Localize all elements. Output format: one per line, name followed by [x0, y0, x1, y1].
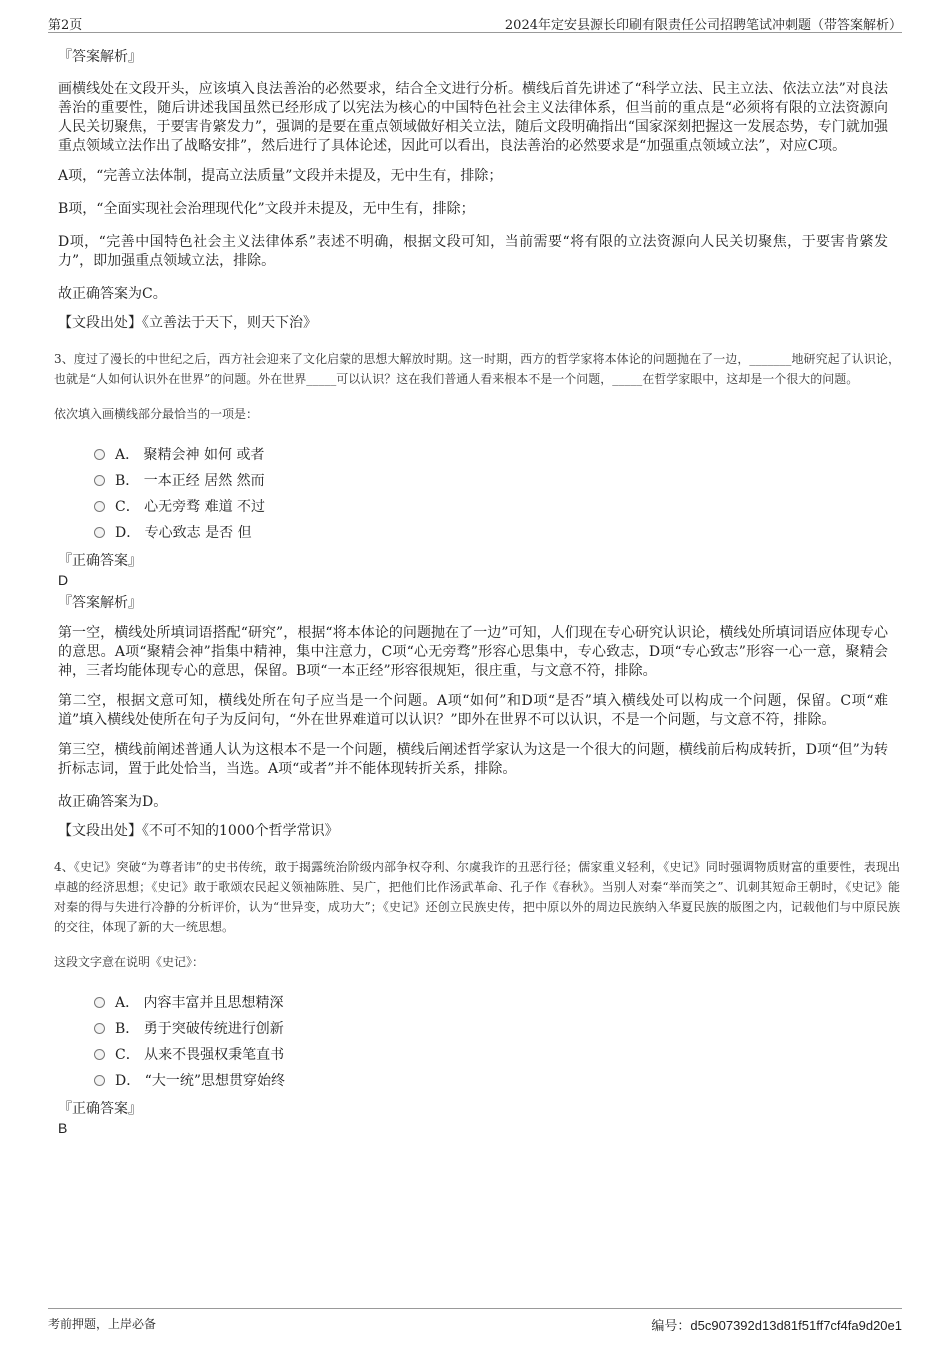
q3-option-a[interactable]: [94, 441, 888, 467]
q3-analysis-p2: 第二空，根据文意可知，横线处所在句子应当是一个问题。A项“如何”和D项“是否”填入横线处可以构成一个问题，保留。C项“难道”填入横线处使所在句子为反问句，“外在世界难道可以认识？”即外在世界不可以认识，不是一个问题，与文意不符，排除。: [58, 693, 888, 728]
q3-conclusion: 故正确答案为D。: [58, 794, 168, 810]
q2-conclusion: 故正确答案为C。: [58, 286, 167, 302]
page-header: [48, 12, 902, 33]
q3-prompt: 依次填入画横线部分最恰当的一项是：: [54, 407, 259, 421]
page-number: 第2页: [48, 18, 83, 33]
q2-source: 【文段出处】《立善法于天下，则天下治》: [58, 315, 317, 331]
q2-analysis-p4: D项，“完善中国特色社会主义法律体系”表述不明确，根据文段可知，当前需要“将有限的立法资源向人民关切聚焦，于要害肯綮发力”，即加强重点领域立法，排除。: [58, 234, 888, 269]
option-label: A． 内容丰富并且思想精深: [115, 995, 284, 1011]
q4-option-a[interactable]: [94, 989, 888, 1015]
option-label: D． “大一统”思想贯穿始终: [115, 1073, 285, 1089]
q4-answer-heading: 『正确答案』: [58, 1101, 142, 1117]
radio-icon[interactable]: [94, 1049, 105, 1060]
option-label: B． 勇于突破传统进行创新: [115, 1021, 284, 1037]
q2-analysis-p3: B项，“全面实现社会治理现代化”文段并未提及，无中生有，排除；: [58, 201, 475, 217]
q4-prompt: 这段文字意在说明《史记》：: [54, 955, 205, 969]
q4-question-text: 4、《史记》突破“为尊者讳”的史书传统，敢于揭露统治阶级内部争权夺利、尔虞我诈的丑恶行径；儒家重义轻利，《史记》同时强调物质财富的重要性，表现出卓越的经济思想；《史记》敢于歌颂农民起义领袖陈胜、吴广，把他们比作汤武革命、孔子作《春秋》。当别人对秦“举而笑之”、讥刺其短命王朝时，《史记》能对秦的得与失进行冷静的分析评价，认为“世异变，成功大”；《史记》还创立民族史传，把中原以外的周边民族纳入华夏民族的版图之内，记载他们与中原民族的交往，体现了新的大一统思想。: [54, 860, 900, 934]
q3-option-b[interactable]: [94, 467, 888, 493]
q3-source: 【文段出处】《不可不知的1000个哲学常识》: [58, 823, 339, 839]
radio-icon[interactable]: [94, 449, 105, 460]
q2-analysis-p1: 画横线处在文段开头，应该填入良法善治的必然要求，结合全文进行分析。横线后首先讲述了“科学立法、民主立法、依法立法”对良法善治的重要性，随后讲述我国虽然已经形成了以宪法为核心的中国特色社会主义法律体系，但当前的重点是“必须将有限的立法资源向人民关切聚焦，于要害肯綮发力”，强调的是要在重点领域做好相关立法，随后文段明确指出“国家深刻把握这一发展态势，专门就加强重点领域立法作出了战略安排”，然后进行了具体论述，因此可以看出，良法善治的必然要求是“加强重点领域立法”，对应C项。: [58, 81, 888, 154]
option-label: C． 从来不畏强权秉笔直书: [115, 1047, 285, 1063]
q3-answer-heading: 『正确答案』: [58, 553, 142, 569]
q3-options: [94, 441, 888, 545]
document-id: 编号：d5c907392d13d81f51ff7cf4fa9d20e1: [651, 1318, 902, 1333]
footer-slogan: 考前押题，上岸必备: [48, 1317, 157, 1331]
q3-option-d[interactable]: [94, 519, 888, 545]
radio-icon[interactable]: [94, 1023, 105, 1034]
option-label: D． 专心致志 是否 但: [115, 525, 252, 541]
radio-icon[interactable]: [94, 475, 105, 486]
document-title: 2024年定安县源长印刷有限责任公司招聘笔试冲刺题（带答案解析）: [504, 18, 902, 33]
q3-question-text: 3、度过了漫长的中世纪之后，西方社会迎来了文化启蒙的思想大解放时期。这一时期，西方的哲学家将本体论的问题抛在了一边，_______地研究起了认识论，也就是“人如何认识外在世界”的问题。外在世界_____可以认识？这在我们普通人看来根本不是一个问题，_____在哲学家眼中，这却是一个很大的问题。: [54, 352, 900, 386]
q3-analysis-p3: 第三空，横线前阐述普通人认为这根本不是一个问题，横线后阐述哲学家认为这是一个很大的问题，横线前后构成转折，D项“但”为转折标志词，置于此处恰当，当选。A项“或者”并不能体现转折关系，排除。: [58, 742, 888, 777]
q2-analysis-p2: A项，“完善立法体制，提高立法质量”文段并未提及，无中生有，排除；: [58, 168, 503, 184]
q4-option-b[interactable]: [94, 1015, 888, 1041]
document-body: [54, 47, 900, 1141]
q2-analysis-heading: 『答案解析』: [58, 49, 142, 65]
q3-option-c[interactable]: [94, 493, 888, 519]
q4-answer: B: [58, 1120, 68, 1136]
q3-analysis-heading: 『答案解析』: [58, 595, 142, 611]
option-label: B． 一本正经 居然 然而: [115, 473, 265, 489]
option-label: C． 心无旁骛 难道 不过: [115, 499, 266, 515]
q4-option-d[interactable]: [94, 1067, 888, 1093]
q4-option-c[interactable]: [94, 1041, 888, 1067]
radio-icon[interactable]: [94, 527, 105, 538]
q3-answer: D: [58, 572, 69, 588]
q3-analysis-p1: 第一空，横线处所填词语搭配“研究”，根据“将本体论的问题抛在了一边”可知，人们现在专心研究认识论，横线处所填词语应体现专心的意思。A项“聚精会神”指集中精神，集中注意力，C项“心无旁骛”形容心思集中，专心致志，D项“专心致志”形容一心一意，聚精会神，三者均能体现专心的意思，保留。B项“一本正经”形容很规矩，很庄重，与文意不符，排除。: [58, 625, 888, 679]
page-footer: [48, 1308, 902, 1331]
option-label: A． 聚精会神 如何 或者: [115, 447, 265, 463]
radio-icon[interactable]: [94, 501, 105, 512]
q4-options: [94, 989, 888, 1093]
radio-icon[interactable]: [94, 997, 105, 1008]
radio-icon[interactable]: [94, 1075, 105, 1086]
